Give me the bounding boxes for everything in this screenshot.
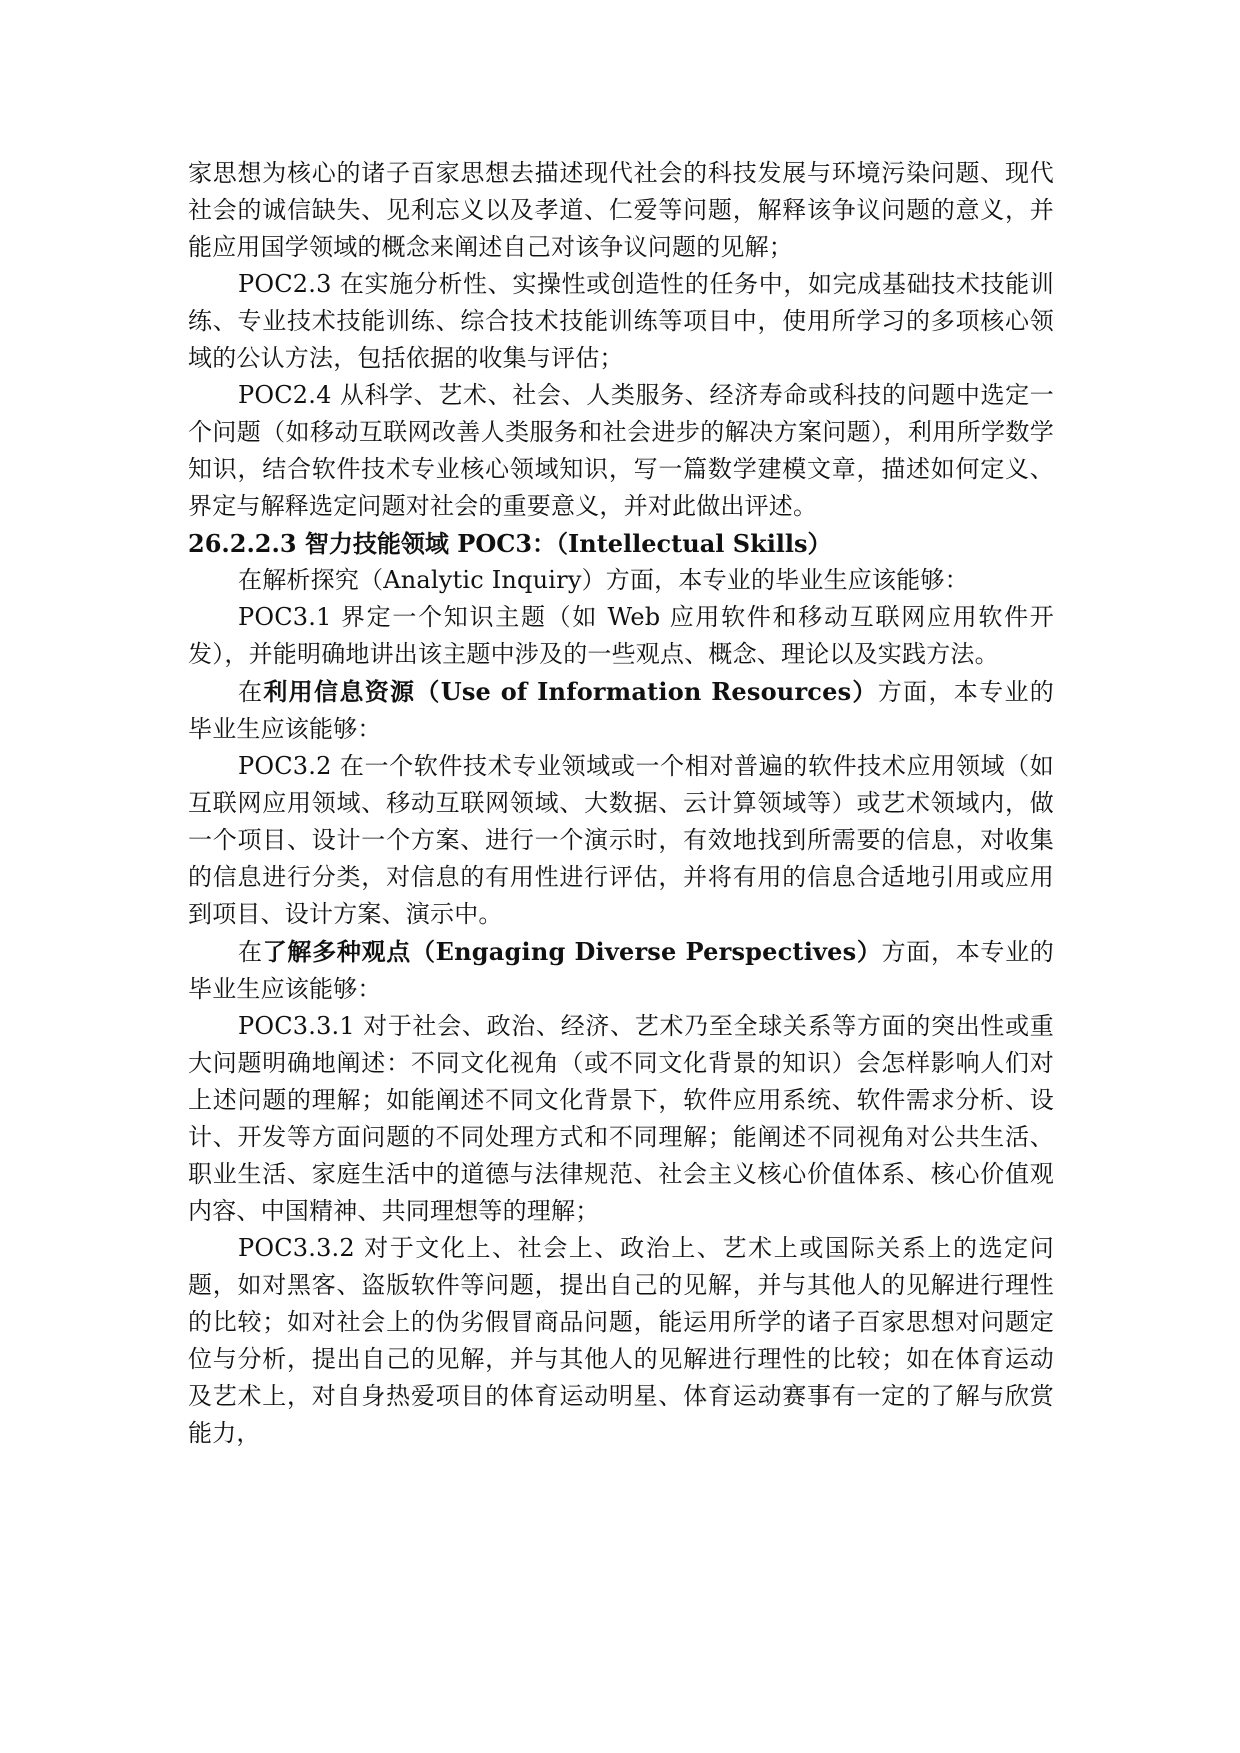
- bold-term: 了解多种观点（Engaging Diverse Perspectives）: [262, 937, 882, 966]
- paragraph-information-resources: [188, 673, 1054, 748]
- section-heading: 26.2.2.3 智力技能领域 POC3：（Intellectual Skills）: [188, 529, 832, 558]
- text-prefix: 在: [238, 678, 264, 706]
- text-suffix: 方面，本专业的毕业生应该能够：: [188, 678, 1054, 743]
- paragraph-poc3-3-1: POC3.3.1 对于社会、政治、经济、艺术乃至全球关系等方面的突出性或重大问题明确地阐述：不同文化视角（或不同文化背景的知识）会怎样影响人们对上述问题的理解；如能阐述不同文化背景下，软件应用系统、软件需求分析、设计、开发等方面问题的不同处理方式和不同理解；能阐述不同视角对公共生活、职业生活、家庭生活中的道德与法律规范、社会主义核心价值体系、核心价值观内容、中国精神、共同理想等的理解；: [188, 1012, 1054, 1225]
- paragraph-diverse-perspectives: [188, 933, 1054, 1008]
- bold-term: 利用信息资源（Use of Information Resources）: [263, 677, 878, 706]
- text-prefix: 在: [238, 938, 263, 966]
- paragraph-poc3-1: POC3.1 界定一个知识主题（如 Web 应用软件和移动互联网应用软件开发），并能明确地讲出该主题中涉及的一些观点、概念、理论以及实践方法。: [188, 603, 1054, 668]
- document-page: [188, 155, 1054, 1452]
- paragraph-poc2-4: POC2.4 从科学、艺术、社会、人类服务、经济寿命或科技的问题中选定一个问题（如移动互联网改善人类服务和社会进步的解决方案问题），利用所学数学知识，结合软件技术专业核心领域知识，写一篇数学建模文章，描述如何定义、界定与解释选定问题对社会的重要意义，并对此做出评述。: [188, 381, 1054, 520]
- text-suffix: 方面，本专业的毕业生应该能够：: [188, 938, 1055, 1003]
- paragraph-poc3-2: POC3.2 在一个软件技术专业领域或一个相对普遍的软件技术应用领域（如互联网应用领域、移动互联网领域、大数据、云计算领域等）或艺术领域内，做一个项目、设计一个方案、进行一个演示时，有效地找到所需要的信息，对收集的信息进行分类，对信息的有用性进行评估，并将有用的信息合适地引用或应用到项目、设计方案、演示中。: [188, 752, 1054, 928]
- paragraph-analytic-inquiry: 在解析探究（Analytic Inquiry）方面，本专业的毕业生应该能够：: [238, 566, 969, 594]
- paragraph-poc2-3: POC2.3 在实施分析性、实操性或创造性的任务中，如完成基础技术技能训练、专业技术技能训练、综合技术技能训练等项目中，使用所学习的多项核心领域的公认方法，包括依据的收集与评估；: [188, 270, 1054, 372]
- paragraph-poc3-3-2: POC3.3.2 对于文化上、社会上、政治上、艺术上或国际关系上的选定问题，如对黑客、盗版软件等问题，提出自己的见解，并与其他人的见解进行理性的比较；如对社会上的伪劣假冒商品问题，能运用所学的诸子百家思想对问题定位与分析，提出自己的见解，并与其他人的见解进行理性的比较；如在体育运动及艺术上，对自身热爱项目的体育运动明星、体育运动赛事有一定的了解与欣赏能力，: [188, 1234, 1054, 1447]
- paragraph-continuation: 家思想为核心的诸子百家思想去描述现代社会的科技发展与环境污染问题、现代社会的诚信缺失、见利忘义以及孝道、仁爱等问题，解释该争议问题的意义，并能应用国学领域的概念来阐述自己对该争议问题的见解；: [188, 159, 1054, 261]
